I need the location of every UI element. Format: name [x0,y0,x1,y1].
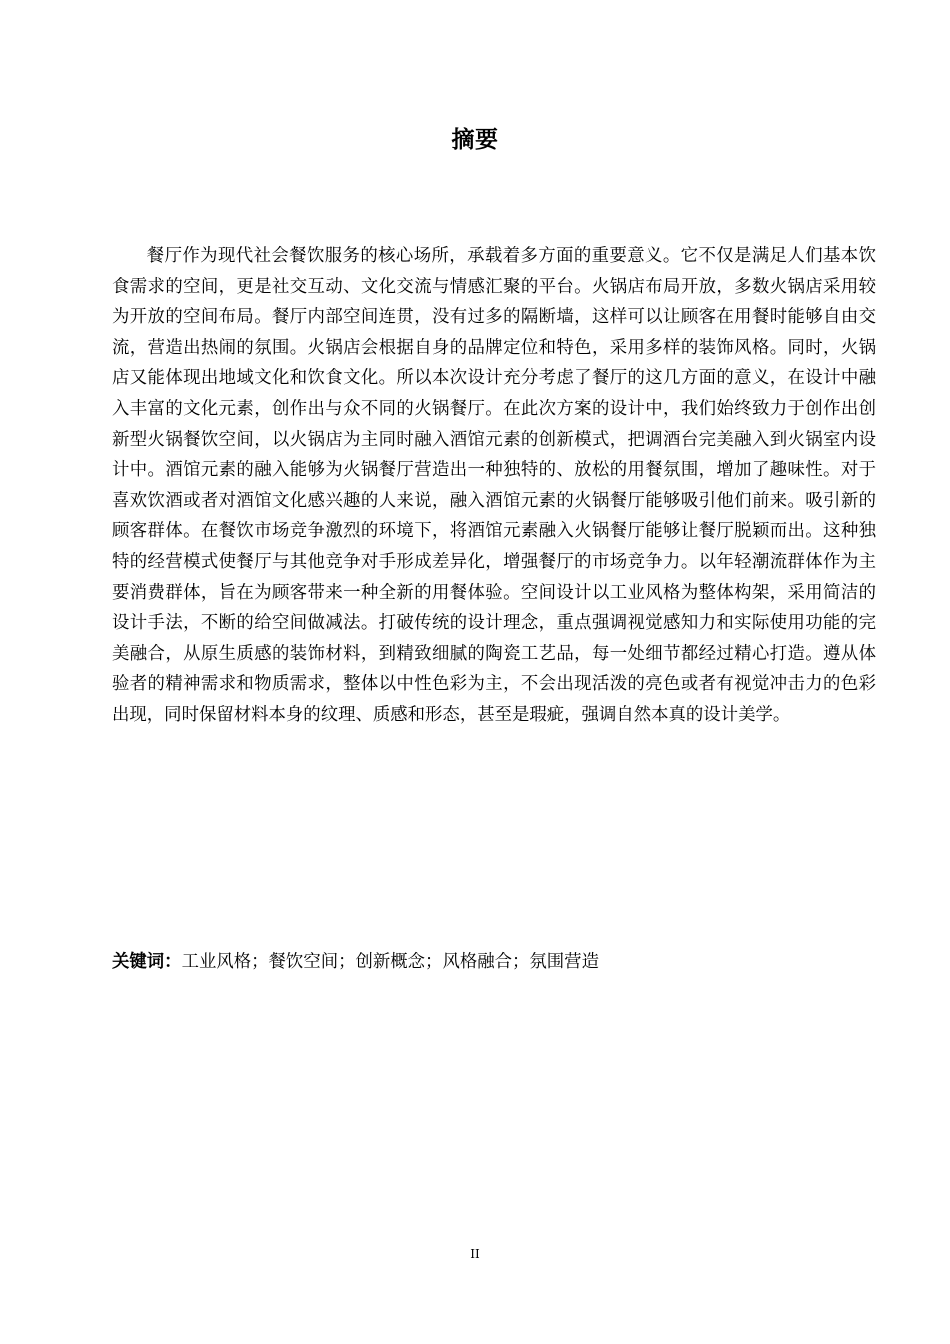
abstract-paragraph: 餐厅作为现代社会餐饮服务的核心场所，承载着多方面的重要意义。它不仅是满足人们基本饮食需求的空间，更是社交互动、文化交流与情感汇聚的平台。火锅店布局开放，多数火锅店采用较为开放的空间布局。餐厅内部空间连贯，没有过多的隔断墙，这样可以让顾客在用餐时能够自由交流，营造出热闹的氛围。火锅店会根据自身的品牌定位和特色，采用多样的装饰风格。同时，火锅店又能体现出地域文化和饮食文化。所以本次设计充分考虑了餐厅的这几方面的意义，在设计中融入丰富的文化元素，创作出与众不同的火锅餐厅。在此次方案的设计中，我们始终致力于创作出创新型火锅餐饮空间，以火锅店为主同时融入酒馆元素的创新模式，把调酒台完美融入到火锅室内设计中。酒馆元素的融入能够为火锅餐厅营造出一种独特的、放松的用餐氛围，增加了趣味性。对于喜欢饮酒或者对酒馆文化感兴趣的人来说，融入酒馆元素的火锅餐厅能够吸引他们前来。吸引新的顾客群体。在餐饮市场竞争激烈的环境下，将酒馆元素融入火锅餐厅能够让餐厅脱颖而出。这种独特的经营模式使餐厅与其他竞争对手形成差异化，增强餐厅的市场竞争力。以年轻潮流群体作为主要消费群体，旨在为顾客带来一种全新的用餐体验。空间设计以工业风格为整体构架，采用简洁的设计手法，不断的给空间做减法。打破传统的设计理念，重点强调视觉感知力和实际使用功能的完美融合，从原生质感的装饰材料，到精致细腻的陶瓷工艺品，每一处细节都经过精心打造。遵从体验者的精神需求和物质需求，整体以中性色彩为主，不会出现活泼的亮色或者有视觉冲击力的色彩出现，同时保留材料本身的纹理、质感和形态，甚至是瑕疵，强调自然本真的设计美学。 [112,246,876,725]
page-title: 摘要 [451,127,499,153]
keywords-label: 关键词： [112,952,182,972]
keywords-line [112,948,876,976]
page-number: II [470,1247,480,1261]
keywords-list: 工业风格；餐饮空间；创新概念；风格融合；氛围营造 [181,952,599,972]
